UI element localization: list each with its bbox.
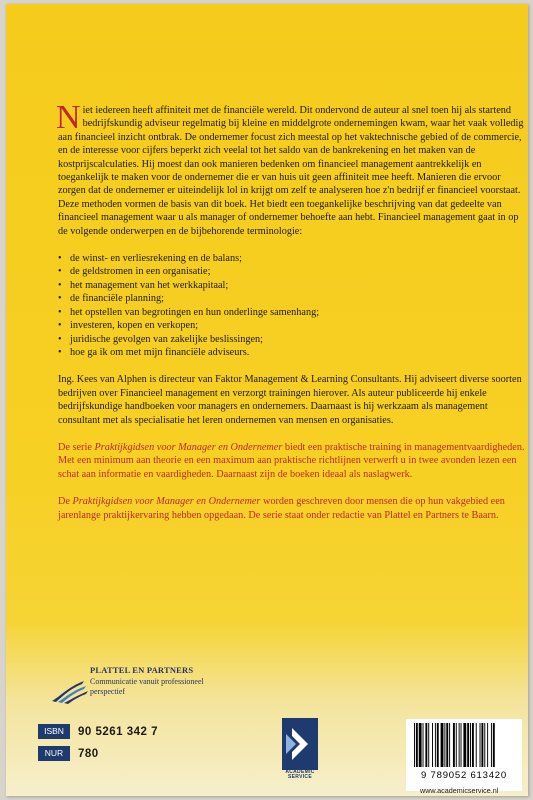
- isbn-value: 90 5261 342 7: [78, 725, 159, 738]
- barcode-bar: [446, 723, 448, 767]
- barcode-bar: [472, 723, 474, 767]
- barcode-bar: [416, 723, 418, 767]
- author-bio: Ing. Kees van Alphen is directeur van Faktor Management & Learning Consultants. Hij adviseert diverse soorten bedrijven over Financieel management en verzorgt trainingen hierover. Als auteur publiceerde hij enkele bedrijfskundige handboeken voor managers en ondernemers. Daarnaast is hij werkzaam als management consultant met als specialisatie het leren ondernemen van mensen en organisaties.: [58, 374, 522, 426]
- barcode-bar: [437, 723, 439, 767]
- barcode-bar: [461, 723, 462, 767]
- barcode-bar: [456, 723, 457, 767]
- barcode-bar: [419, 723, 422, 767]
- barcode-bar: [432, 723, 433, 767]
- barcode-bar: [493, 723, 495, 767]
- list-item: • hoe ga ik om met mijn financiële adviseurs.: [58, 346, 528, 359]
- list-item: • de winst- en verliesrekening en de balans;: [58, 252, 528, 265]
- publisher-website: www.academicservice.nl: [420, 786, 499, 795]
- publisher-name: [282, 770, 318, 781]
- isbn-label: ISBN: [38, 724, 70, 739]
- isbn-row: [38, 723, 158, 740]
- back-cover: [6, 4, 528, 796]
- barcode-bar: [491, 723, 492, 767]
- book-codes: [38, 723, 158, 767]
- barcode-bar: [484, 723, 485, 767]
- series-text-post: worden geschreven door mensen die op hun vakgebied een jarenlange praktijkervaring hebben opgedaan. De serie staat onder redactie van Plattel en Partners te Baarn.: [58, 496, 505, 521]
- back-cover-text: [56, 99, 528, 536]
- list-item: • de financiële planning;: [58, 292, 528, 305]
- arrow-logo-icon: [282, 718, 318, 770]
- series-authors: [58, 495, 528, 522]
- barcode-bar: [459, 723, 460, 767]
- barcode-bar: [428, 723, 429, 767]
- barcode-number: 9 789052 613420: [421, 770, 507, 781]
- barcode-bar: [423, 723, 424, 767]
- barcode-bar: [449, 723, 450, 767]
- series-text-pre: De serie: [58, 441, 95, 453]
- intro-text: iet iedereen heeft affiniteit met de financiële wereld. Dit ondervond de auteur al snel toen hij als startend bedrijfskundig adviseur regelmatig bij kleine en middelgrote ondernemingen kwam, waar het vaak volledig aan financieel inzicht ontbrak. De ondernemer focust zich meestal op het vaktechnische gebied of de commercie, en de interesse voor cijfers beperkt zich veelal tot het saldo van de bankrekening en het maken van de kostprijscalculaties. Hij moest dan ook manieren bedenken om financieel management aantrekkelijk en toegankelijk te maken voor de ondernemer die er van huis uit geen affiniteit mee heeft. Manieren die ervoor zorgen dat de ondernemer er uiteindelijk lol in krijgt om zelf te analyseren hoe z'n bedrijf er financieel voorstaat. Deze methoden vormen de basis van dit boek. Het biedt een toegankelijke beschrijving van dat gedeelte van financieel management waar u als manager of ondernemer behoefte aan hebt. Financieel management gaat in op de volgende onderwerpen en de bijbehorende terminologie:: [58, 105, 524, 237]
- barcode-bar: [467, 723, 469, 767]
- barcode-bar: [444, 723, 445, 767]
- list-item: • investeren, kopen en verkopen;: [58, 319, 528, 332]
- logo-title: PLATTEL EN PARTNERS: [90, 665, 194, 675]
- barcode-bar: [453, 723, 455, 767]
- publisher-line-2: SERVICE: [288, 774, 312, 781]
- nur-label: NUR: [38, 746, 70, 761]
- academic-service-logo: [282, 718, 332, 780]
- series-text-pre: De: [58, 496, 73, 508]
- barcode-bar: [470, 723, 471, 767]
- barcode-bar: [487, 723, 488, 767]
- drop-cap: N: [56, 99, 81, 136]
- barcode-bar: [435, 723, 436, 767]
- barcode-bar: [481, 723, 483, 767]
- barcode-bar: [480, 723, 481, 767]
- publisher-mark: [282, 718, 318, 770]
- barcode-bar: [441, 723, 444, 767]
- nur-value: 780: [78, 747, 99, 760]
- logo-tagline: Communicatie vanuit professioneel perspectief: [90, 677, 204, 696]
- list-item: • juridische gevolgen van zakelijke beslissingen;: [58, 333, 528, 346]
- barcode: [406, 719, 522, 791]
- series-text-post: biedt een praktische training in managementvaardigheden. Met een minimum aan theorie en een maximum aan praktische richtlijnen verwerft u in twee avonden lezen een schat aan informatie en vaardigheden. Daarnaast zijn de boeken ideaal als naslagwerk.: [58, 441, 525, 480]
- series-description: [58, 441, 528, 481]
- publisher-line-1: ACADEMIC: [285, 769, 315, 775]
- barcode-bar: [425, 723, 427, 767]
- barcode-bar: [414, 723, 415, 767]
- list-item: • de geldstromen in een organisatie;: [58, 265, 528, 278]
- series-title: Praktijkgidsen voor Manager en Ondernemer: [94, 441, 283, 453]
- barcode-bar: [463, 723, 466, 767]
- barcode-bar: [476, 723, 477, 767]
- plattel-partners-logo: [48, 665, 248, 715]
- list-item: • het management van het werkkapitaal;: [58, 279, 528, 292]
- nur-row: [38, 745, 158, 762]
- series-title: Praktijkgidsen voor Manager en Ondernemer: [72, 496, 261, 508]
- topic-list: [58, 252, 528, 359]
- list-item: • het opstellen van begrotingen en hun onderlinge samenhang;: [58, 306, 528, 319]
- barcode-bars: [406, 719, 522, 771]
- intro-paragraph: [56, 99, 528, 238]
